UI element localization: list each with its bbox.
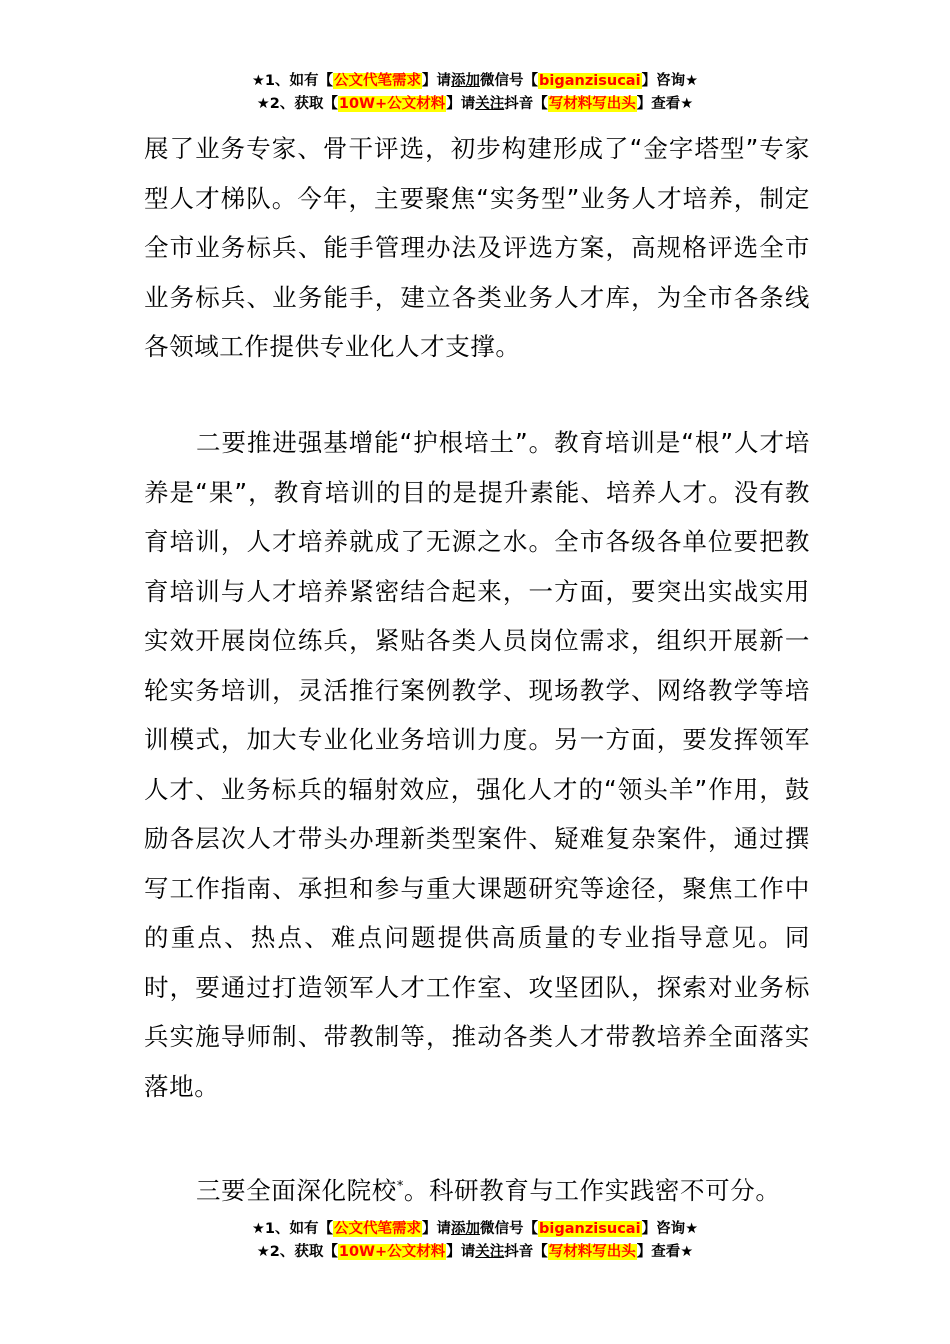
paragraph-3 [144, 1166, 810, 1216]
notice-text: 】请 [446, 96, 476, 112]
notice-text: 微信号【 [480, 1221, 539, 1237]
paragraph-2: 二要推进强基增能“护根培土”。教育培训是“根”人才培养是“果”，教育培训的目的是提升素能、培养人才。没有教育培训，人才培养就成了无源之水。全市各级各单位要把教育培训与人才培养紧密结合起来，一方面，要突出实战实用实效开展岗位练兵，紧贴各类人员岗位需求，组织开展新一轮实务培训，灵活推行案例教学、现场教学、网络教学等培训模式，加大专业化业务培训力度。另一方面，要发挥领军人才、业务标兵的辐射效应，强化人才的“领头羊”作用，鼓励各层次人才带头办理新类型案件、疑难复杂案件，通过撰写工作指南、承担和参与重大课题研究等途径，聚焦工作中的重点、热点、难点问题提供高质量的专业指导意见。同时，要通过打造领军人才工作室、攻坚团队，探索对业务标兵实施导师制、带教制等，推动各类人才带教培养全面落实落地。 [144, 428, 810, 1101]
notice-text: 抖音【 [504, 96, 548, 112]
notice-text: ★2、获取【 [256, 1244, 338, 1260]
notice-line-1 [0, 70, 950, 93]
header-notice [0, 70, 950, 116]
notice-text: 】咨询★ [641, 1221, 699, 1237]
notice-text: 】请 [446, 1244, 476, 1260]
notice-line-2 [0, 1241, 950, 1264]
highlight-tag: biganzisucai [539, 73, 641, 89]
notice-text: 】查看★ [636, 96, 694, 112]
highlight-tag: 写材料写出头 [548, 1244, 636, 1260]
notice-text-underlined: 关注 [475, 96, 505, 112]
paragraph-1: 展了业务专家、骨干评选，初步构建形成了“金字塔型”专家型人才梯队。今年，主要聚焦“实务型”业务人才培养，制定全市业务标兵、能手管理办法及评选方案，高规格评选全市业务标兵、业务能手，建立各类业务人才库，为全市各条线各领域工作提供专业化人才支撑。 [144, 134, 810, 361]
notice-text: ★1、如有【 [251, 1221, 334, 1237]
paragraph-3-text-cont: 。科研教育与工作实践密不可分。 [403, 1176, 781, 1205]
highlight-tag: 10W+公文材料 [338, 1244, 446, 1260]
highlight-tag: 10W+公文材料 [338, 96, 446, 112]
notice-text-underlined: 添加 [451, 1221, 481, 1237]
notice-text: ★2、获取【 [256, 96, 338, 112]
notice-line-1 [0, 1218, 950, 1241]
footer-notice [0, 1218, 950, 1264]
notice-text: 】查看★ [636, 1244, 694, 1260]
notice-text: 抖音【 [504, 1244, 548, 1260]
highlight-tag: 公文代笔需求 [334, 73, 422, 89]
notice-text: 】咨询★ [641, 73, 699, 89]
notice-text-underlined: 关注 [475, 1244, 505, 1260]
highlight-tag: biganzisucai [539, 1221, 641, 1237]
notice-text: 】请 [422, 1221, 452, 1237]
highlight-tag: 公文代笔需求 [334, 1221, 422, 1237]
notice-text: ★1、如有【 [251, 73, 334, 89]
notice-text-underlined: 添加 [451, 73, 481, 89]
paragraph-3-text: 三要全面深化院校 [196, 1176, 397, 1205]
highlight-tag: 写材料写出头 [548, 96, 636, 112]
notice-text: 微信号【 [480, 73, 539, 89]
footnote-mark: * [396, 1178, 404, 1194]
notice-line-2 [0, 93, 950, 116]
notice-text: 】请 [422, 73, 452, 89]
